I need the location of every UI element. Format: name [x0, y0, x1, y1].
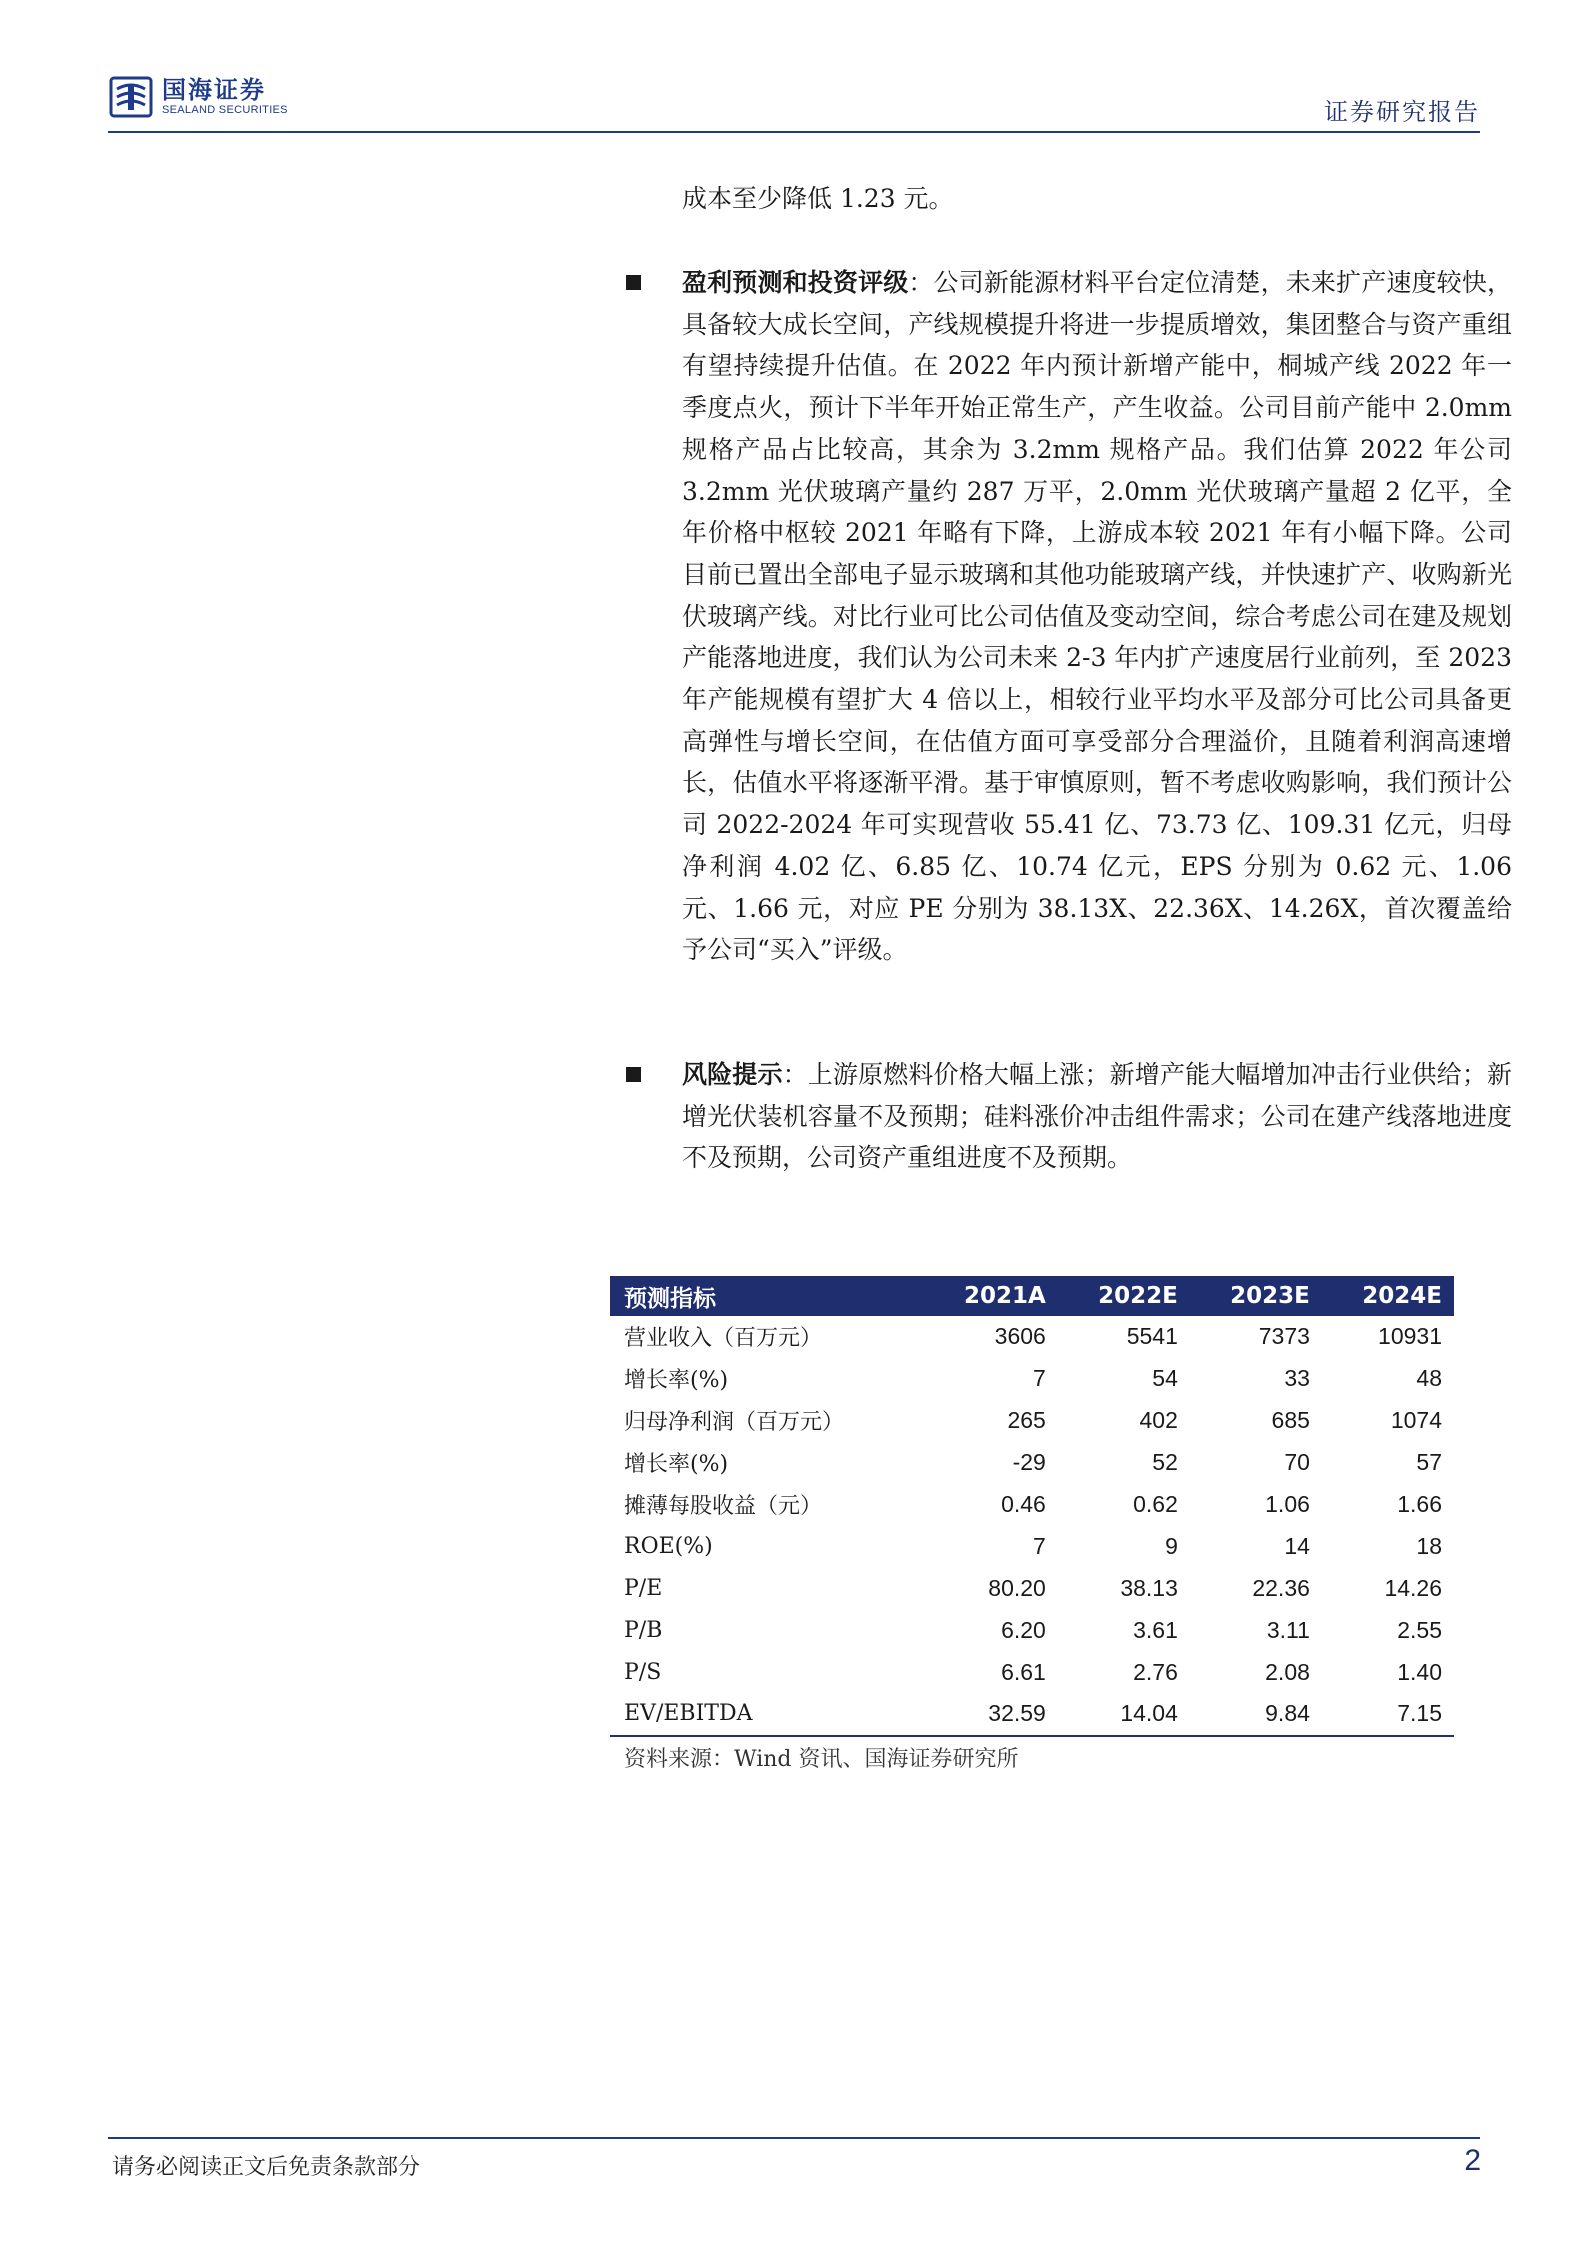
- table-cell: 7.15: [1322, 1693, 1454, 1736]
- table-cell: 402: [1139, 1407, 1178, 1434]
- table-cell: 48: [1416, 1365, 1442, 1392]
- table-cell: 5541: [1126, 1323, 1178, 1350]
- table-row: [610, 1316, 1454, 1358]
- table-cell: 2.55: [1397, 1616, 1442, 1643]
- table-cell: 14.04: [1058, 1693, 1190, 1736]
- table-cell: 265: [1007, 1407, 1046, 1434]
- table-cell: 32.59: [923, 1693, 1058, 1736]
- row-label: 摊薄每股收益（元）: [624, 1494, 823, 1519]
- table-cell: 7: [1033, 1532, 1046, 1559]
- bullet-square-icon: [626, 275, 641, 290]
- intro-paragraph-tail: 成本至少降低 1.23 元。: [682, 184, 954, 213]
- logo-english-name: SEALAND SECURITIES: [162, 104, 288, 116]
- table-header-row: [610, 1276, 1454, 1316]
- table-cell: 54: [1152, 1365, 1178, 1392]
- row-label: P/S: [624, 1659, 662, 1685]
- table-header-cell: 预测指标: [610, 1276, 923, 1316]
- bullet-heading: 风险提示: [682, 1060, 783, 1089]
- table-row: [610, 1400, 1454, 1442]
- table-cell: 14: [1284, 1532, 1310, 1559]
- bullet-body: ：上游原燃料价格大幅上涨；新增产能大幅增加冲击行业供给；新增光伏装机容量不及预期；硅料涨价冲击组件需求；公司在建产线落地进度不及预期，公司资产重组进度不及预期。: [682, 1060, 1512, 1173]
- row-label: P/B: [624, 1617, 663, 1643]
- table-cell: 18: [1416, 1532, 1442, 1559]
- company-logo: [108, 74, 288, 120]
- table-cell: 6.20: [1001, 1616, 1046, 1643]
- table-cell: 33: [1284, 1365, 1310, 1392]
- table-cell: 3.11: [1266, 1616, 1310, 1643]
- bullet-risk-warning: [626, 1054, 1512, 1179]
- table-header-cell: 2021A: [923, 1276, 1058, 1316]
- footer-divider: [108, 2137, 1480, 2139]
- table-cell: 3606: [994, 1323, 1046, 1350]
- page-number: 2: [1464, 2144, 1481, 2177]
- table-cell: 6.61: [1001, 1658, 1046, 1685]
- page-header: [108, 70, 1480, 130]
- table-row: [610, 1358, 1454, 1400]
- table-cell: 1.06: [1265, 1491, 1310, 1517]
- row-label: 营业收入（百万元）: [624, 1326, 823, 1352]
- table-cell: 685: [1271, 1407, 1310, 1434]
- report-type-label: 证券研究报告: [1324, 98, 1480, 126]
- row-label: P/E: [624, 1575, 663, 1601]
- footer-disclaimer: 请务必阅读正文后免责条款部分: [112, 2155, 421, 2180]
- table-cell: 1.40: [1397, 1658, 1442, 1685]
- header-divider: [108, 131, 1480, 133]
- table-cell: 38.13: [1120, 1574, 1178, 1601]
- table-source-note: 资料来源：Wind 资讯、国海证券研究所: [624, 1747, 1019, 1772]
- table-cell: 2.76: [1133, 1658, 1178, 1685]
- row-label: 增长率(%): [624, 1368, 729, 1394]
- table-cell: 1074: [1390, 1407, 1442, 1434]
- logo-chinese-name: 国海证券: [162, 76, 266, 104]
- table-cell: 22.36: [1252, 1574, 1310, 1601]
- table-header-cell: 2022E: [1058, 1276, 1190, 1316]
- table-cell: 57: [1416, 1449, 1442, 1476]
- table-row: [610, 1484, 1454, 1526]
- table-row: [610, 1609, 1454, 1651]
- bullet-earnings-forecast: [626, 262, 1512, 971]
- table-cell: 2.08: [1265, 1658, 1310, 1685]
- table-cell: 70: [1284, 1449, 1310, 1476]
- financial-forecast-table: [610, 1276, 1454, 1737]
- table-cell: 52: [1152, 1449, 1178, 1476]
- sealand-logo-icon: [108, 74, 154, 120]
- table-cell: 3.61: [1133, 1616, 1178, 1643]
- table-cell: 7373: [1258, 1323, 1310, 1350]
- table-cell: 80.20: [988, 1574, 1046, 1601]
- table-cell: 9: [1165, 1532, 1178, 1559]
- table-cell: 9.84: [1190, 1693, 1322, 1736]
- table-cell: 10931: [1378, 1323, 1442, 1350]
- table-row: [610, 1693, 1454, 1736]
- bullet-square-icon: [626, 1067, 641, 1082]
- table-row: [610, 1567, 1454, 1609]
- table-cell: 1.66: [1397, 1491, 1442, 1517]
- table-cell: 14.26: [1384, 1574, 1442, 1601]
- table-header-cell: 2024E: [1322, 1276, 1454, 1316]
- table-row: [610, 1442, 1454, 1484]
- table-cell: -29: [1012, 1449, 1046, 1476]
- row-label: EV/EBITDA: [610, 1693, 923, 1736]
- table-row: [610, 1525, 1454, 1567]
- table-cell: 0.62: [1133, 1491, 1178, 1517]
- table-cell: 7: [1033, 1365, 1046, 1392]
- table-cell: 0.46: [1001, 1491, 1046, 1517]
- table-header-cell: 2023E: [1190, 1276, 1322, 1316]
- table-row: [610, 1651, 1454, 1693]
- row-label: 增长率(%): [624, 1452, 729, 1478]
- bullet-body: ：公司新能源材料平台定位清楚，未来扩产速度较快，具备较大成长空间，产线规模提升将进一步提质增效，集团整合与资产重组有望持续提升估值。在 2022 年内预计新增产能中，桐城产线 2022 年一季度点火，预计下半年开始正常生产，产生收益。公司目前产能中 2.0mm 规格产品占比较高，其余为 3.2mm 规格产品。我们估算 2022 年公司 3.2mm 光伏玻璃产量约 287 万平，2.0mm 光伏玻璃产量超 2 亿平，全年价格中枢较 2021 年略有下降，上游成本较 2021 年有小幅下降。公司目前已置出全部电子显示玻璃和其他功能玻璃产线，并快速扩产、收购新光伏玻璃产线。对比行业可比公司估值及变动空间，综合考虑公司在建及规划产能落地进度，我们认为公司未来 2-3 年内扩产速度居行业前列，至 2023 年产能规模有望扩大 4 倍以上，相较行业平均水平及部分可比公司具备更高弹性与增长空间，在估值方面可享受部分合理溢价，且随着利润高速增长，估值水平将逐渐平滑。基于审慎原则，暂不考虑收购影响，我们预计公司 2022-2024 年可实现营收 55.41 亿、73.73 亿、109.31 亿元，归母净利润 4.02 亿、6.85 亿、10.74 亿元，EPS 分别为 0.62 元、1.06 元、1.66 元，对应 PE 分别为 38.13X、22.36X、14.26X，首次覆盖给予公司“买入”评级。: [682, 268, 1512, 965]
- row-label: 归母净利润（百万元）: [624, 1410, 845, 1436]
- bullet-heading: 盈利预测和投资评级: [682, 268, 909, 297]
- row-label: ROE(%): [624, 1533, 713, 1559]
